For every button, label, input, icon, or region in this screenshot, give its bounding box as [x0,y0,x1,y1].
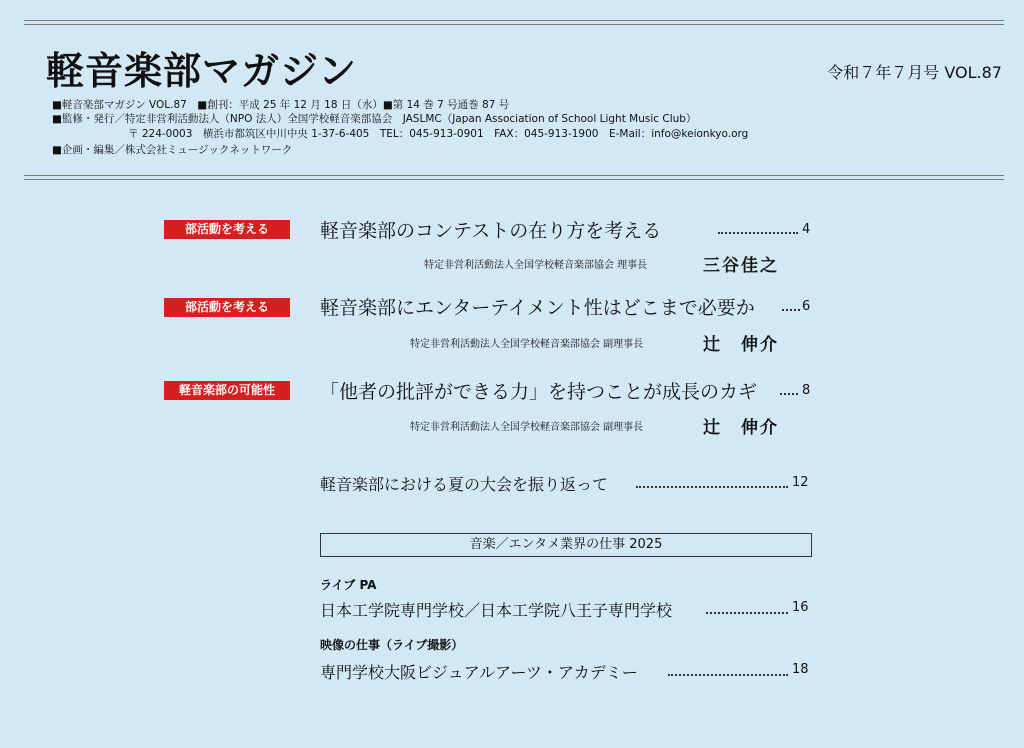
page-number: 16 [792,600,809,615]
category-badge: 軽音楽部の可能性 [164,381,290,400]
section-item-label: 映像の仕事（ライブ撮影） [320,638,464,652]
toc-title[interactable]: 「他者の批評ができる力」を持つことが成長のカギ [320,381,758,403]
info-line-1: ■軽音楽部マガジン VOL.87 ■創刊：平成 25 年 12 月 18 日（水）■第 14 巻 7 号通巻 87 号 [52,99,510,111]
toc-title[interactable]: 軽音楽部のコンテストの在り方を考える [320,220,662,242]
leader-dots [782,309,800,311]
author-organization: 特定非営利活動法人全国学校軽音楽部協会 副理事長 [410,339,644,350]
info-line-4: ■企画・編集／株式会社ミュージックネットワーク [52,144,293,156]
info-line-2: ■監修・発行／特定非営利活動法人（NPO 法人）全国学校軽音楽部協会 JASLMC（Japan Association of School Light Music Club） [52,113,697,125]
section-item-title[interactable]: 日本工学院専門学校／日本工学院八王子専門学校 [320,601,673,620]
category-badge: 部活動を考える [164,220,290,239]
page-number: 18 [792,662,809,677]
leader-dots [636,486,788,488]
header-rule-top [24,20,1004,21]
section-item-title[interactable]: 専門学校大阪ビジュアルアーツ・アカデミー [320,663,638,682]
toc-title[interactable]: 軽音楽部における夏の大会を振り返って [320,475,609,494]
author-name: 辻 伸介 [703,418,779,438]
category-badge: 部活動を考える [164,298,290,317]
leader-dots [668,674,788,676]
page-number: 6 [802,299,811,314]
author-name: 辻 伸介 [703,335,779,355]
leader-dots [780,393,798,395]
toc-title[interactable]: 軽音楽部にエンターテイメント性はどこまで必要か [320,297,755,319]
magazine-title: 軽音楽部マガジン [46,49,358,93]
page-number: 4 [802,222,811,237]
header-rule-bottom [24,175,1004,176]
section-heading: 音楽／エンタメ業界の仕事 2025 [320,533,812,557]
author-organization: 特定非営利活動法人全国学校軽音楽部協会 理事長 [424,260,648,271]
issue-number: 令和７年７月号 VOL.87 [827,63,1002,82]
leader-dots [718,232,798,234]
page-number: 12 [792,475,809,490]
leader-dots [706,612,788,614]
author-organization: 特定非営利活動法人全国学校軽音楽部協会 副理事長 [410,422,644,433]
header-rule-top-2 [24,24,1004,25]
section-item-label: ライブ PA [320,578,377,592]
page-number: 8 [802,383,811,398]
header-rule-bottom-2 [24,179,1004,180]
info-line-3: 〒 224-0003 横浜市都筑区中川中央 1-37-6-405 TEL：045-913-0901 FAX：045-913-1900 E-Mail：info@keionkyo.org [128,128,749,140]
author-name: 三谷佳之 [703,256,779,276]
